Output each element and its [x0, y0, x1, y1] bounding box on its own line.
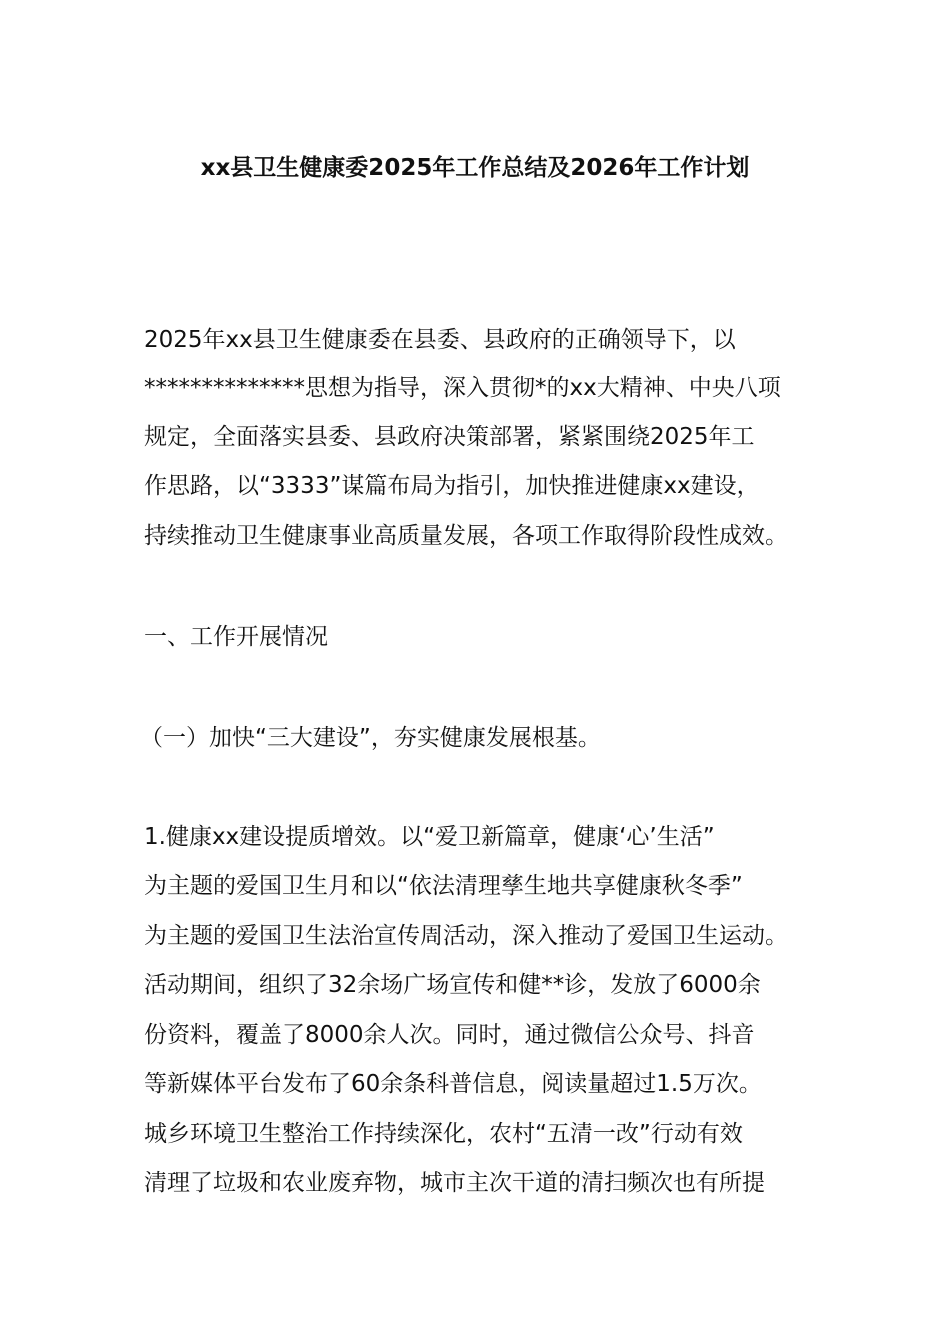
body-line: 等新媒体平台发布了60余条科普信息，阅读量超过1.5万次。 — [144, 1071, 762, 1097]
body-line: 为主题的爱国卫生月和以“依法清理孳生地共享健康秋冬季” — [144, 873, 743, 899]
intro-line: 持续推动卫生健康事业高质量发展，各项工作取得阶段性成效。 — [144, 523, 788, 549]
subsection-heading: （一）加快“三大建设”，夯实健康发展根基。 — [140, 725, 601, 751]
section-heading: 一、工作开展情况 — [144, 624, 328, 650]
intro-line: **************思想为指导，深入贯彻*的xx大精神、中央八项 — [144, 375, 781, 401]
body-line: 清理了垃圾和农业废弃物，城市主次干道的清扫频次也有所提 — [144, 1170, 765, 1196]
body-line: 为主题的爱国卫生法治宣传周活动，深入推动了爱国卫生运动。 — [144, 923, 788, 949]
body-line: 活动期间，组织了32余场广场宣传和健**诊，发放了6000余 — [144, 972, 761, 998]
intro-line: 2025年xx县卫生健康委在县委、县政府的正确领导下，以 — [144, 327, 736, 353]
intro-line: 规定，全面落实县委、县政府决策部署，紧紧围绕2025年工 — [144, 424, 755, 450]
document-title: xx县卫生健康委2025年工作总结及2026年工作计划 — [200, 155, 750, 181]
intro-line: 作思路，以“3333”谋篇布局为指引，加快推进健康xx建设， — [144, 473, 760, 499]
body-line: 份资料，覆盖了8000余人次。同时，通过微信公众号、抖音 — [144, 1022, 755, 1048]
body-line: 城乡环境卫生整治工作持续深化，农村“五清一改”行动有效 — [144, 1121, 743, 1147]
body-line: 1.健康xx建设提质增效。以“爱卫新篇章，健康‘心’生活” — [144, 824, 715, 850]
